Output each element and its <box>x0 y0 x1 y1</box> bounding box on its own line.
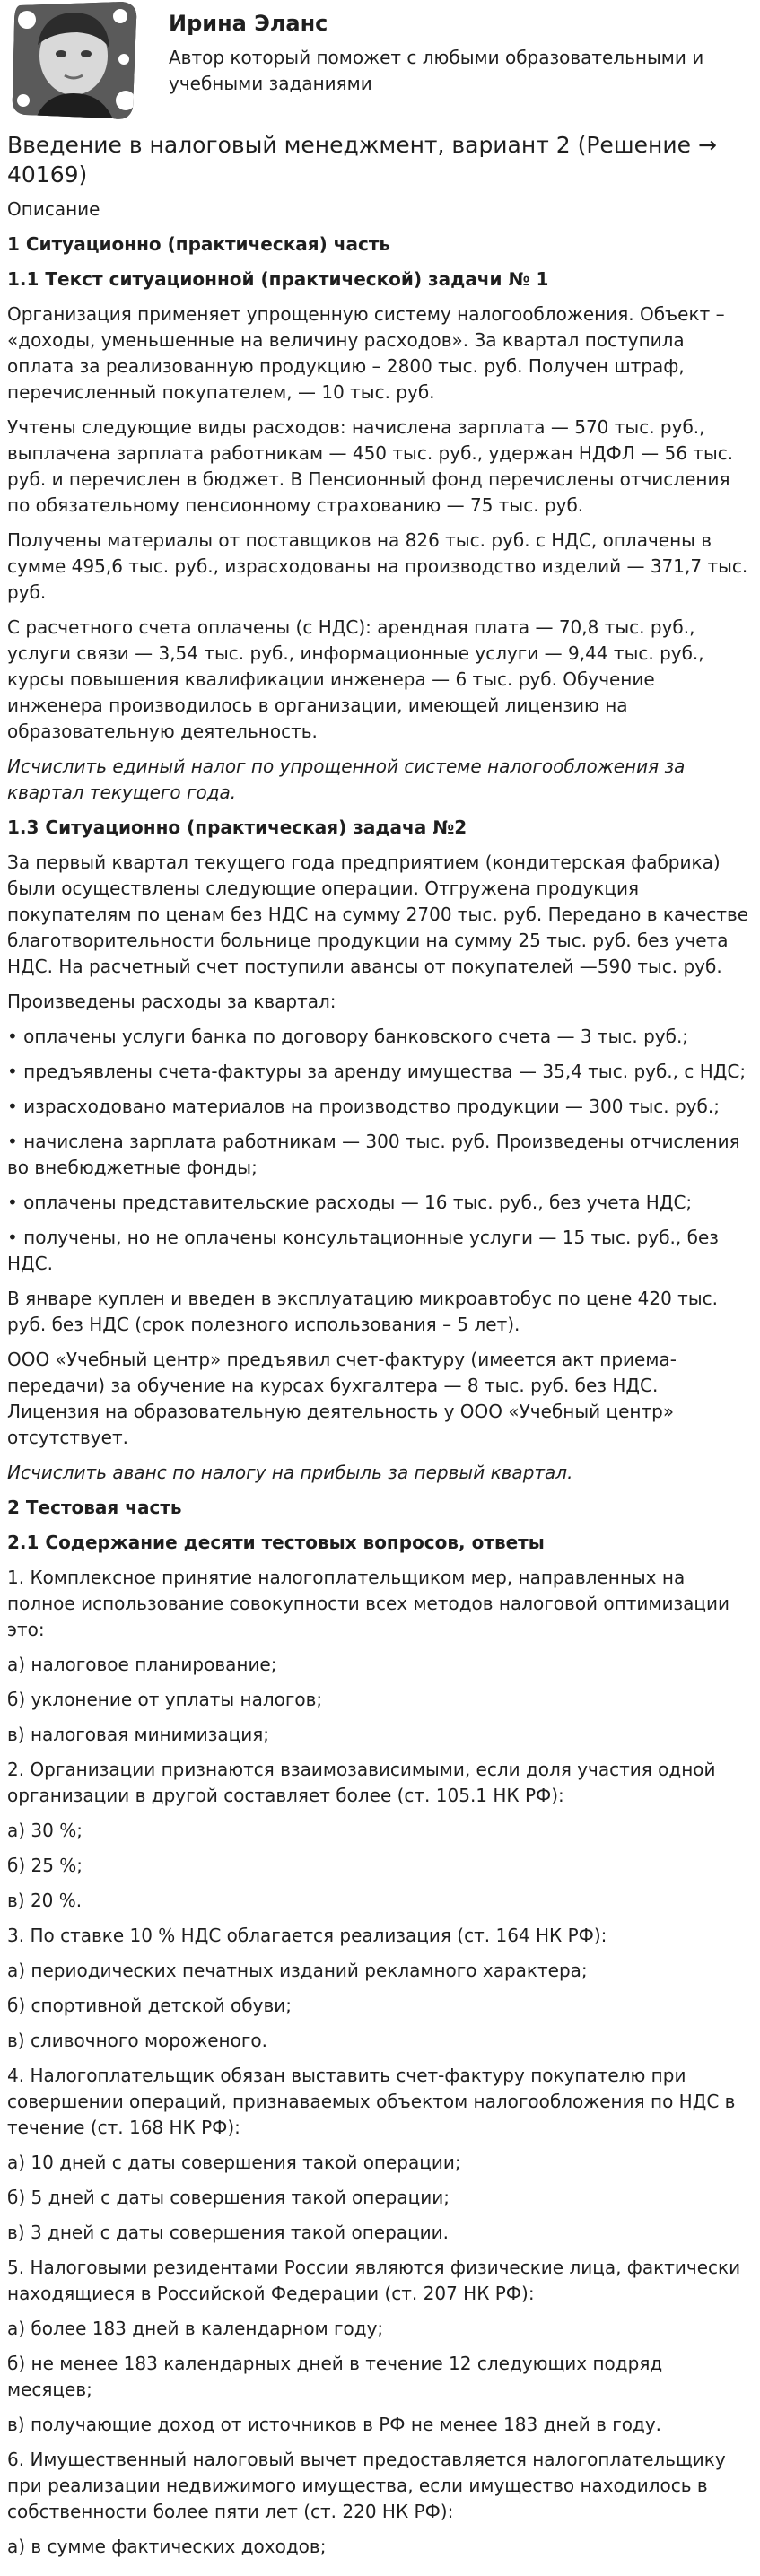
paragraph: Организация применяет упрощенную систему налогообложения. Объект – «доходы, уменьшенные на величину расходов». За квартал поступила оплата за реализованную продукцию – 2800 тыс. руб. Получен штраф, перечисленный покупателем, — 10 тыс. руб. <box>7 303 725 403</box>
section-heading: 2.1 Содержание десяти тестовых вопросов, ответы <box>7 1532 545 1553</box>
paragraph: 2. Организации признаются взаимозависимыми, если доля участия одной организации в другой составляет более (ст. 105.1 НК РФ): <box>7 1759 716 1806</box>
paragraph: За первый квартал текущего года предприятием (кондитерская фабрика) были осуществлены следующие операции. Отгружена продукция покупателям по ценам без НДС на сумму 2700 тыс. руб. Передано в качестве благотворительности больнице продукции на сумму 25 тыс. руб. без учета НДС. На расчетный счет поступили авансы от покупателей —590 тыс. руб. <box>7 851 749 977</box>
section-heading: 1 Ситуационно (практическая) часть <box>7 233 391 255</box>
paragraph: в) 20 %. <box>7 1890 83 1911</box>
paragraph: в) получающие доход от источников в РФ не менее 183 дней в году. <box>7 2414 662 2435</box>
paragraph: 4. Налогоплательщик обязан выставить счет-фактуру покупателю при совершении операций, признаваемых объектом налогообложения по НДС в течение (ст. 168 НК РФ): <box>7 2065 736 2138</box>
paragraph: 5. Налоговыми резидентами России являются физические лица, фактически находящиеся в Российской Федерации (ст. 207 НК РФ): <box>7 2257 741 2304</box>
description-label: Описание <box>7 198 100 220</box>
paragraph: в) сливочного мороженого. <box>7 2030 267 2051</box>
task-instruction: Исчислить аванс по налогу на прибыль за первый квартал. <box>7 1462 573 1483</box>
paragraph: • израсходовано материалов на производство продукции — 300 тыс. руб.; <box>7 1096 720 1117</box>
paragraph: б) 25 %; <box>7 1855 83 1876</box>
document-title: Введение в налоговый менеджмент, вариант 2 (Решение → 40169) <box>7 132 717 188</box>
paragraph: • получены, но не оплачены консультационные услуги — 15 тыс. руб., без НДС. <box>7 1227 719 1274</box>
paragraph: в) 3 дней с даты совершения такой операции. <box>7 2222 450 2243</box>
author-card <box>7 0 753 130</box>
paragraph: • оплачены представительские расходы — 16 тыс. руб., без учета НДС; <box>7 1192 693 1213</box>
section-heading: 1.1 Текст ситуационной (практической) задачи № 1 <box>7 268 549 290</box>
paragraph: а) 30 %; <box>7 1820 83 1841</box>
author-info <box>169 9 760 97</box>
paragraph: а) налоговое планирование; <box>7 1654 277 1675</box>
paragraph: 6. Имущественный налоговый вычет предоставляется налогоплательщику при реализации недвижимого имущества, если имущество находилось в собственности более пяти лет (ст. 220 НК РФ): <box>7 2449 726 2522</box>
section-heading: 1.3 Ситуационно (практическая) задача №2 <box>7 816 467 838</box>
paragraph: в) налоговая минимизация; <box>7 1724 269 1745</box>
paragraph: С расчетного счета оплачены (с НДС): арендная плата — 70,8 тыс. руб., услуги связи — 3,54 тыс. руб., информационные услуги — 9,44 тыс. руб., курсы повышения квалификации инженера — 6 тыс. руб. Обучение инженера производилось в организации, имеющей лицензию на образовательную деятельность. <box>7 616 704 742</box>
paragraph: Произведены расходы за квартал: <box>7 991 336 1012</box>
paragraph: а) 10 дней с даты совершения такой операции; <box>7 2152 461 2173</box>
paragraph: ООО «Учебный центр» предъявил счет-фактуру (имеется акт приема-передачи) за обучение на курсах бухгалтера — 8 тыс. руб. без НДС. Лицензия на образовательную деятельность у ООО «Учебный центр» отсутствует. <box>7 1349 677 1448</box>
paragraph: б) 5 дней с даты совершения такой операции; <box>7 2187 450 2208</box>
document-content <box>7 231 753 2560</box>
paragraph: б) спортивной детской обуви; <box>7 1995 292 2016</box>
paragraph: • предъявлены счета-фактуры за аренду имущества — 35,4 тыс. руб., с НДС; <box>7 1061 747 1082</box>
task-instruction: Исчислить единый налог по упрощенной системе налогообложения за квартал текущего года. <box>7 755 686 803</box>
paragraph: Получены материалы от поставщиков на 826 тыс. руб. с НДС, оплачены в сумме 495,6 тыс. руб., израсходованы на производство изделий — 371,7 тыс. руб. <box>7 529 748 603</box>
paragraph: а) более 183 дней в календарном году; <box>7 2318 384 2339</box>
author-description: Автор который поможет с любыми образовательными и учебными заданиями <box>169 47 704 94</box>
author-avatar[interactable] <box>7 0 142 124</box>
paragraph: а) в сумме фактических доходов; <box>7 2536 327 2557</box>
paragraph: б) не менее 183 календарных дней в течение 12 следующих подряд месяцев; <box>7 2353 663 2400</box>
paragraph: б) уклонение от уплаты налогов; <box>7 1689 323 1710</box>
paragraph: • оплачены услуги банка по договору банковского счета — 3 тыс. руб.; <box>7 1026 689 1047</box>
paragraph: • начислена зарплата работникам — 300 тыс. руб. Произведены отчисления во внебюджетные фонды; <box>7 1131 740 1178</box>
author-name[interactable]: Ирина Эланс <box>169 11 328 36</box>
paragraph: Учтены следующие виды расходов: начислена зарплата — 570 тыс. руб., выплачена зарплата работникам — 450 тыс. руб., удержан НДФЛ — 56 тыс. руб. и перечислен в бюджет. В Пенсионный фонд перечислены отчисления по обязательному пенсионному страхованию — 75 тыс. руб. <box>7 416 734 516</box>
paragraph: В январе куплен и введен в эксплуатацию микроавтобус по цене 420 тыс. руб. без НДС (срок полезного использования – 5 лет). <box>7 1288 718 1335</box>
paragraph: 1. Комплексное принятие налогоплательщиком мер, направленных на полное использование совокупности всех методов налоговой оптимизации это: <box>7 1567 729 1640</box>
paragraph: 3. По ставке 10 % НДС облагается реализация (ст. 164 НК РФ): <box>7 1925 607 1946</box>
paragraph: а) периодических печатных изданий рекламного характера; <box>7 1960 588 1981</box>
section-heading: 2 Тестовая часть <box>7 1497 182 1518</box>
